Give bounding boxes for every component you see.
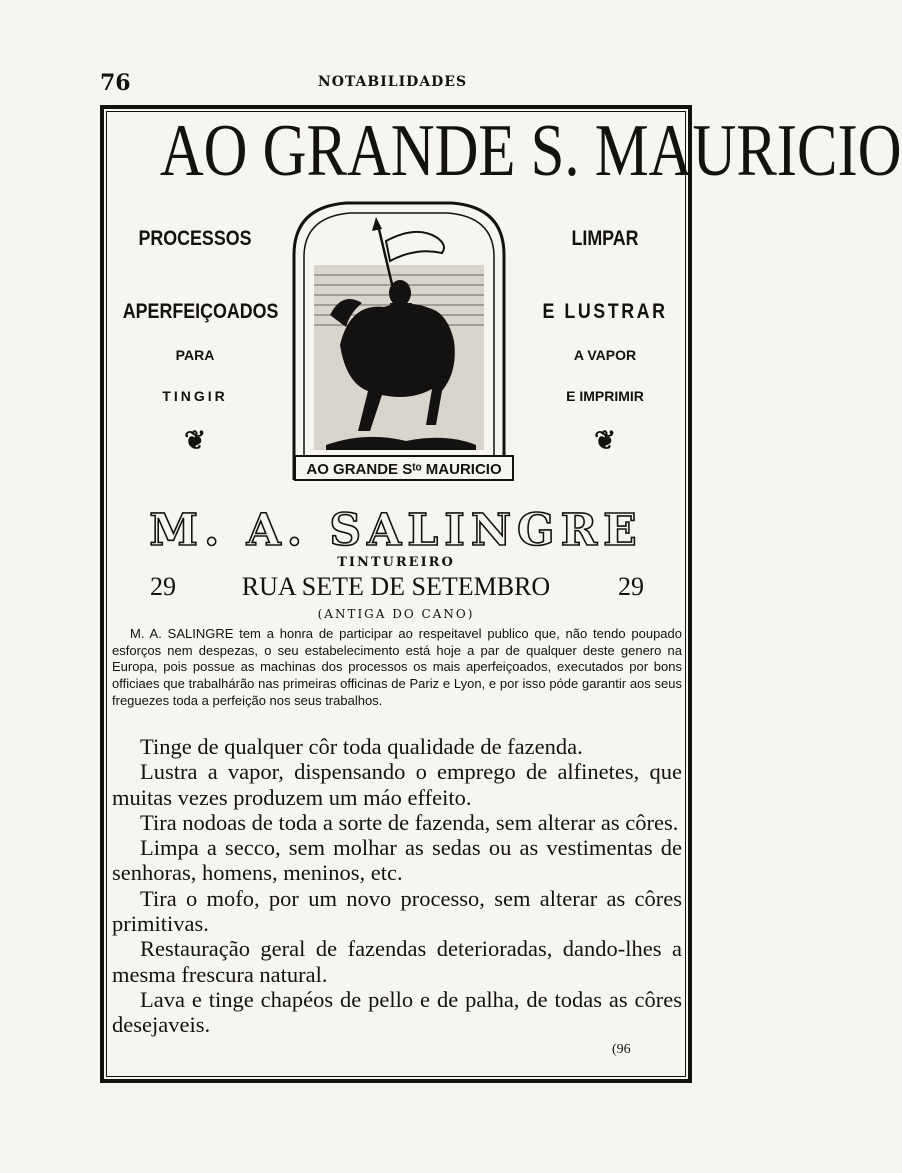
running-title: NOTABILIDADES <box>317 74 468 90</box>
street-name: RUA SETE DE SETEMBRO <box>241 572 551 601</box>
left-item-aperfeicoados: APERFEIÇOADOS <box>122 300 279 323</box>
service-item: Restauração geral de fazendas deterioradas, dando-lhes a mesma frescura natural. <box>112 936 682 987</box>
owner-name: M. A. SALINGRE <box>149 505 643 556</box>
right-item-lustrar: E LUSTRAR <box>542 300 668 323</box>
shop-title: AO GRANDE S. MAURICIO <box>159 110 902 192</box>
left-item-para: PARA <box>175 347 215 363</box>
services-list <box>112 734 682 1038</box>
right-item-imprimir: E IMPRIMIR <box>566 388 644 404</box>
address-line <box>108 572 684 612</box>
left-item-processos: PROCESSOS <box>138 227 252 250</box>
service-item: Tira nodoas de toda a sorte de fazenda, sem alterar as côres. <box>140 809 679 835</box>
intro-text: M. A. SALINGRE tem a honra de participar ao respeitavel publico que, não tendo poupado esforços nem despezas, o seu estabelecimento está hoje a par de qualquer deste genero na Europa, pois possue as machinas dos processos os mais aperfeiçoados, executados por bons officiaes que trabalhárão nas primeiras officinas de Pariz e Lyon, e por isso póde garantir aos seus freguezes toda a perfeição nos seus trabalhos. <box>112 626 682 708</box>
right-ornament-icon: ❦ <box>594 425 616 455</box>
former-street-name: (ANTIGA DO CANO) <box>317 607 475 621</box>
page-header <box>100 70 685 98</box>
service-item: Tira o mofo, por um novo processo, sem alterar as côres primitivas. <box>112 885 682 937</box>
service-item: Lava e tinge chapéos de pello e de palha, de todas as côres desejaveis. <box>112 986 682 1038</box>
left-ornament-icon: ❦ <box>184 425 206 455</box>
page-number: 76 <box>100 70 131 96</box>
emblem-caption: AO GRANDE Sᵗᵒ MAURICIO <box>294 455 514 481</box>
street-number-right: 29 <box>618 572 644 601</box>
right-item-vapor: A VAPOR <box>573 347 637 363</box>
saint-maurice-emblem-icon <box>286 195 512 485</box>
service-item: Tinge de qualquer côr toda qualidade de fazenda. <box>140 734 583 759</box>
intro-paragraph <box>112 626 682 710</box>
street-number-left: 29 <box>150 572 176 601</box>
service-item: Limpa a secco, sem molhar as sedas ou as vestimentas de senhoras, homens, meninos, etc. <box>112 835 682 886</box>
ad-reference-number: (96 <box>612 1042 631 1057</box>
service-item: Lustra a vapor, dispensando o emprego de alfinetes, que muitas vezes produzem um máo effeito. <box>112 759 682 810</box>
trade-title: TINTUREIRO <box>337 555 455 570</box>
right-item-limpar: LIMPAR <box>571 227 639 250</box>
left-item-tingir: TINGIR <box>162 388 228 404</box>
